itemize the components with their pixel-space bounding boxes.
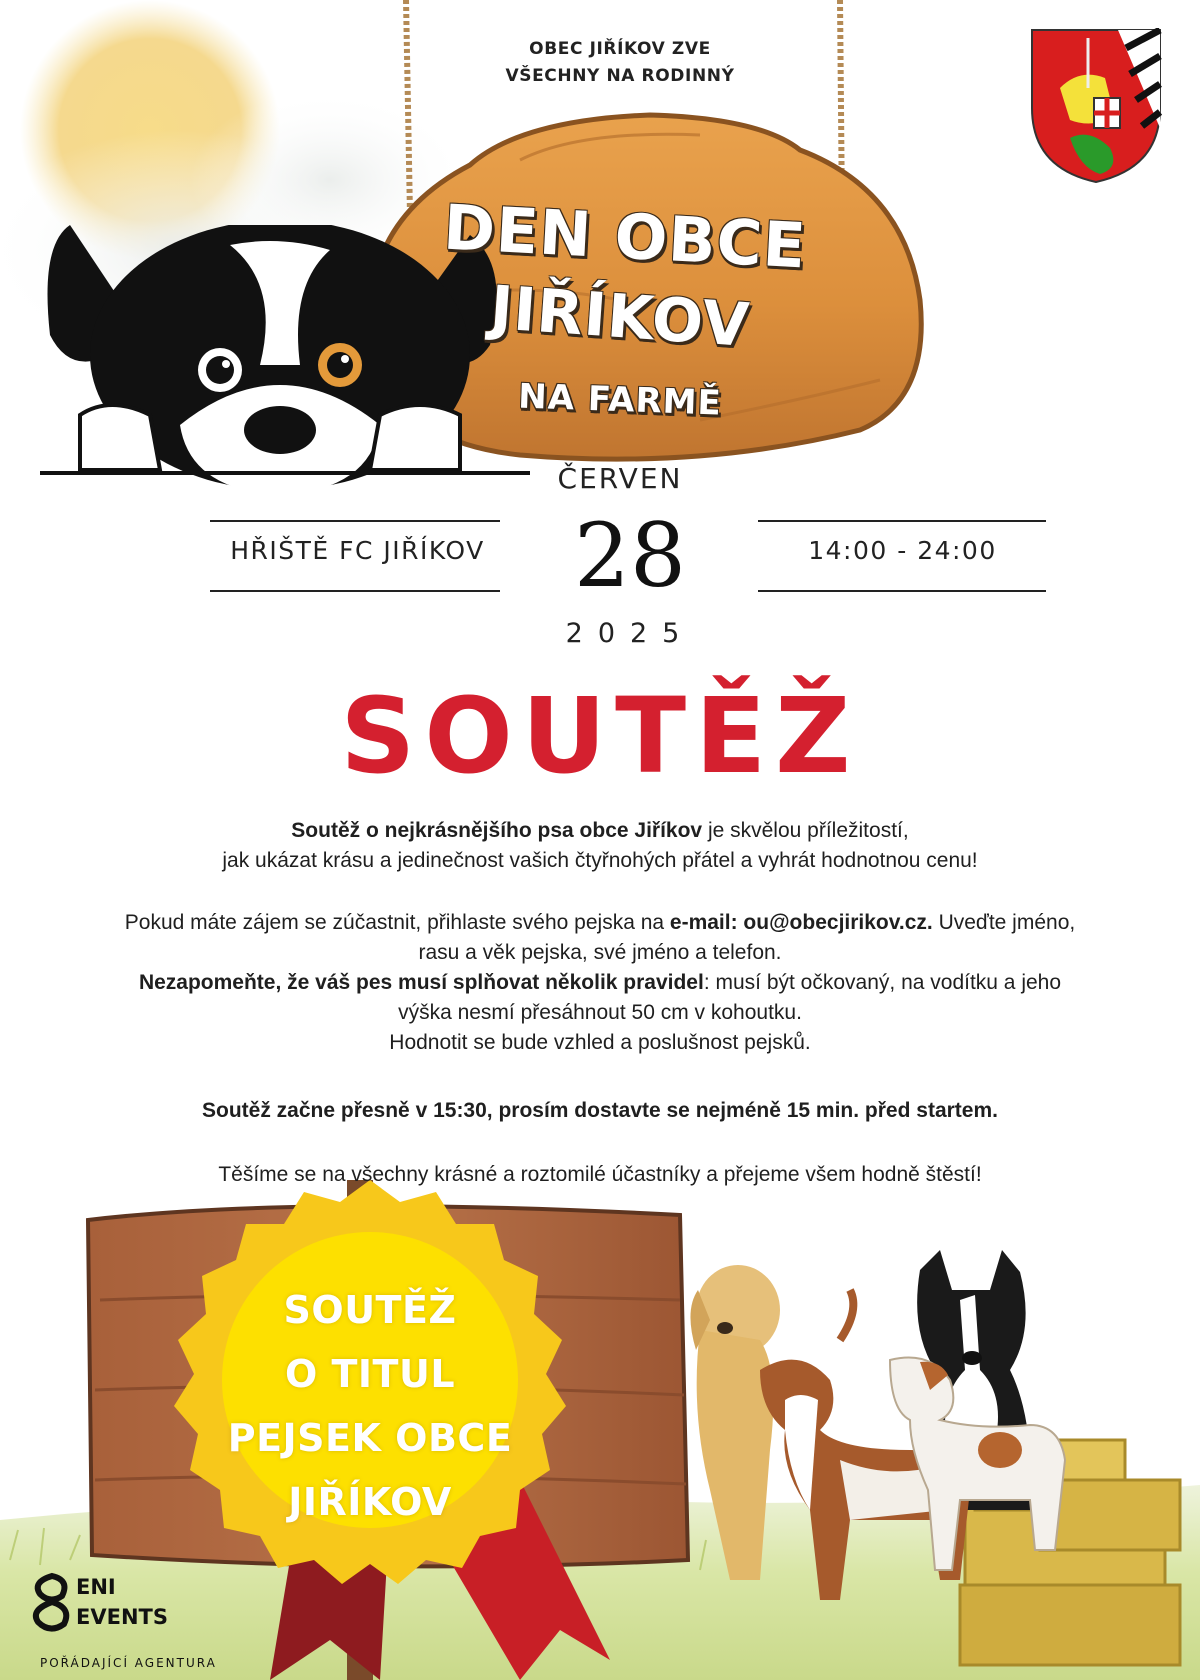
organizer-tagline: POŘÁDAJÍCÍ AGENTURA xyxy=(40,1656,217,1670)
event-title-line-1: DEN OBCE xyxy=(441,190,809,283)
registration-email: e-mail: ou@obecjirikov.cz. xyxy=(669,911,933,934)
start-notice xyxy=(40,1096,1160,1126)
contest-intro-rest: je skvělou příležitostí, xyxy=(702,819,909,842)
registration-line-2: rasu a věk pejska, své jméno a telefon. xyxy=(418,941,782,964)
venue-top-rule xyxy=(210,520,500,522)
badge-line-4: JIŘÍKOV xyxy=(288,1480,452,1524)
event-time: 14:00 - 24:00 xyxy=(808,536,997,565)
eni-events-logo-icon xyxy=(30,1572,74,1636)
rules-line-3: Hodnotit se bude vzhled a poslušnost pejsků. xyxy=(389,1031,811,1054)
organizer-name-line-1: ENI xyxy=(76,1575,116,1599)
organizer-name-line-2: EVENTS xyxy=(76,1605,168,1629)
start-notice-text: Soutěž začne přesně v 15:30, prosím dostavte se nejméně 15 min. před startem. xyxy=(202,1099,998,1122)
registration-text: Pokud máte zájem se zúčastnit, přihlaste svého pejska na xyxy=(124,911,670,934)
event-day: 28 xyxy=(574,504,686,607)
rules-bold: Nezapomeňte, že váš pes musí splňovat několik pravidel xyxy=(138,971,704,994)
intro-text xyxy=(420,36,820,90)
closing-text: Těšíme se na všechny krásné a roztomilé účastníky a přejeme všem hodně štěstí! xyxy=(218,1163,982,1186)
registration-text-rest: Uveďte jméno, xyxy=(932,911,1076,934)
badge-line-2: O TITUL xyxy=(284,1352,456,1396)
rules-rest: : musí být očkovaný, na vodítku a jeho xyxy=(703,971,1062,994)
event-year: 2025 xyxy=(565,618,695,649)
contest-heading: SOUTĚŽ xyxy=(340,675,860,797)
contest-intro-line-2: jak ukázat krásu a jedinečnost vašich čtyřnohých přátel a vyhrát hodnotnou cenu! xyxy=(222,849,978,872)
coat-of-arms-icon xyxy=(1030,28,1162,184)
dogs-group-illustration xyxy=(690,1250,1110,1670)
intro-line-1: OBEC JIŘÍKOV ZVE xyxy=(529,39,711,59)
event-title-line-2: JIŘÍKOV xyxy=(487,273,753,361)
badge-line-3: PEJSEK OBCE xyxy=(227,1416,513,1460)
event-month: ČERVEN xyxy=(557,462,683,495)
contest-rules-paragraph xyxy=(40,908,1160,1058)
intro-line-2: VŠECHNY NA RODINNÝ xyxy=(505,66,735,86)
contest-intro-bold: Soutěž o nejkrásnějšího psa obce Jiříkov xyxy=(291,819,703,842)
organizer-name xyxy=(76,1572,168,1632)
badge-line-1: SOUTĚŽ xyxy=(283,1288,457,1332)
time-top-rule xyxy=(758,520,1046,522)
rules-line-2: výška nesmí přesáhnout 50 cm v kohoutku. xyxy=(398,1001,802,1024)
event-subtitle: NA FARMĚ xyxy=(517,376,723,424)
puppy-illustration xyxy=(40,225,530,510)
venue-bottom-rule xyxy=(210,590,500,592)
time-bottom-rule xyxy=(758,590,1046,592)
contest-intro-paragraph xyxy=(40,816,1160,876)
event-venue: HŘIŠTĚ FC JIŘÍKOV xyxy=(230,536,485,565)
contest-badge xyxy=(200,1278,540,1534)
